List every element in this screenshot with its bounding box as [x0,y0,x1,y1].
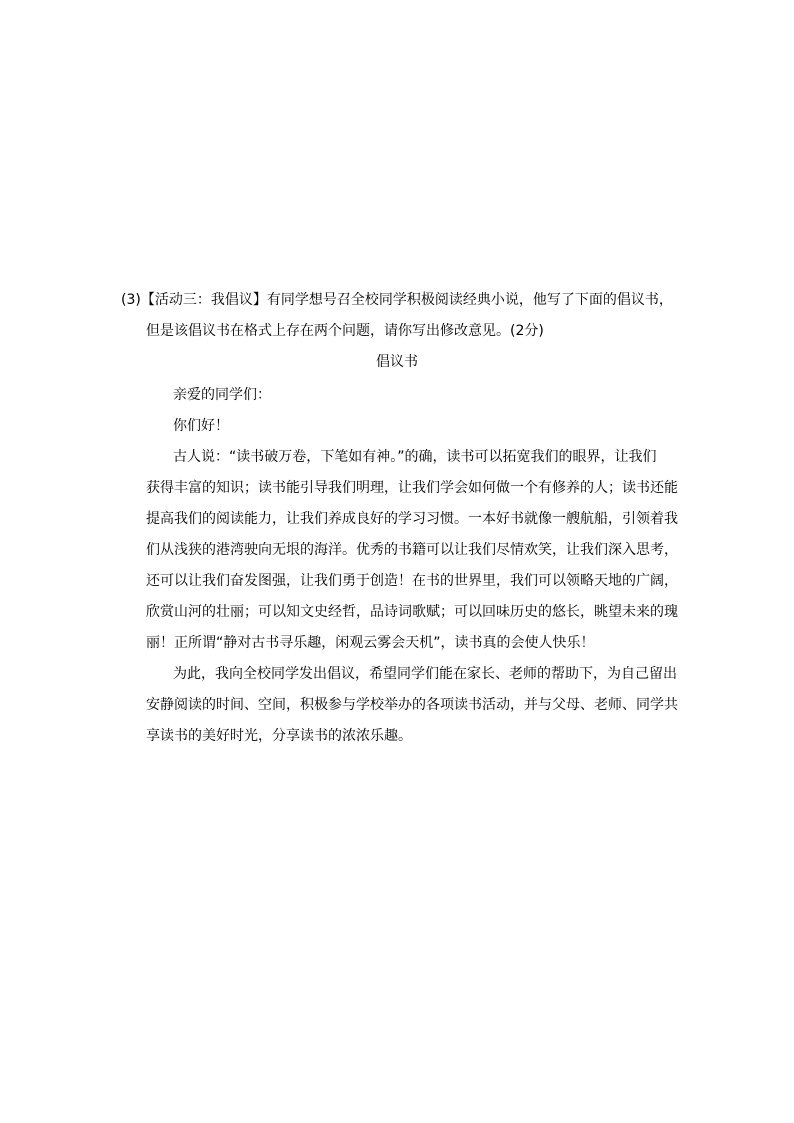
letter-greeting: 你们好！ [173,418,229,434]
paragraph1-line: 获得丰富的知识；读书能引导我们明理，让我们学会如何做一个有修养的人；读书还能 [146,480,678,496]
letter-salutation: 亲爱的同学们： [173,387,271,403]
question-line-1: (3)【活动三：我倡议】有同学想号召全校同学积极阅读经典小说，他写了下面的倡议书， [121,292,673,308]
paragraph2-line: 享读书的美好时光，分享读书的浓浓乐趣。 [146,728,412,744]
paragraph1-line: 还可以让我们奋发图强，让我们勇于创造！在书的世界里，我们可以领略天地的广阔， [146,573,678,589]
paragraph1-line: 古人说：“读书破万卷，下笔如有神。”的确，读书可以拓宽我们的眼界，让我们 [173,449,657,465]
paragraph1-line: 丽！正所谓“静对古书寻乐趣，闲观云雾会天机”，读书真的会使人快乐！ [146,635,595,651]
paragraph1-line: 提高我们的阅读能力，让我们养成良好的学习习惯。一本好书就像一艘航船，引领着我 [146,511,678,527]
paragraph2-line: 安静阅读的时间、空间，积极参与学校举办的各项读书活动，并与父母、老师、同学共 [146,697,678,713]
paragraph2-line: 为此，我向全校同学发出倡议，希望同学们能在家长、老师的帮助下，为自己留出 [173,666,677,682]
paragraph1-line: 欣赏山河的壮丽；可以知文史经哲，品诗词歌赋；可以回味历史的悠长，眺望未来的瑰 [146,604,678,620]
letter-title: 倡议书 [376,354,418,370]
question-line-2: 但是该倡议书在格式上存在两个问题，请你写出修改意见。(2分) [146,323,544,339]
paragraph1-line: 们从浅狭的港湾驶向无垠的海洋。优秀的书籍可以让我们尽情欢笑，让我们深入思考， [146,542,678,558]
